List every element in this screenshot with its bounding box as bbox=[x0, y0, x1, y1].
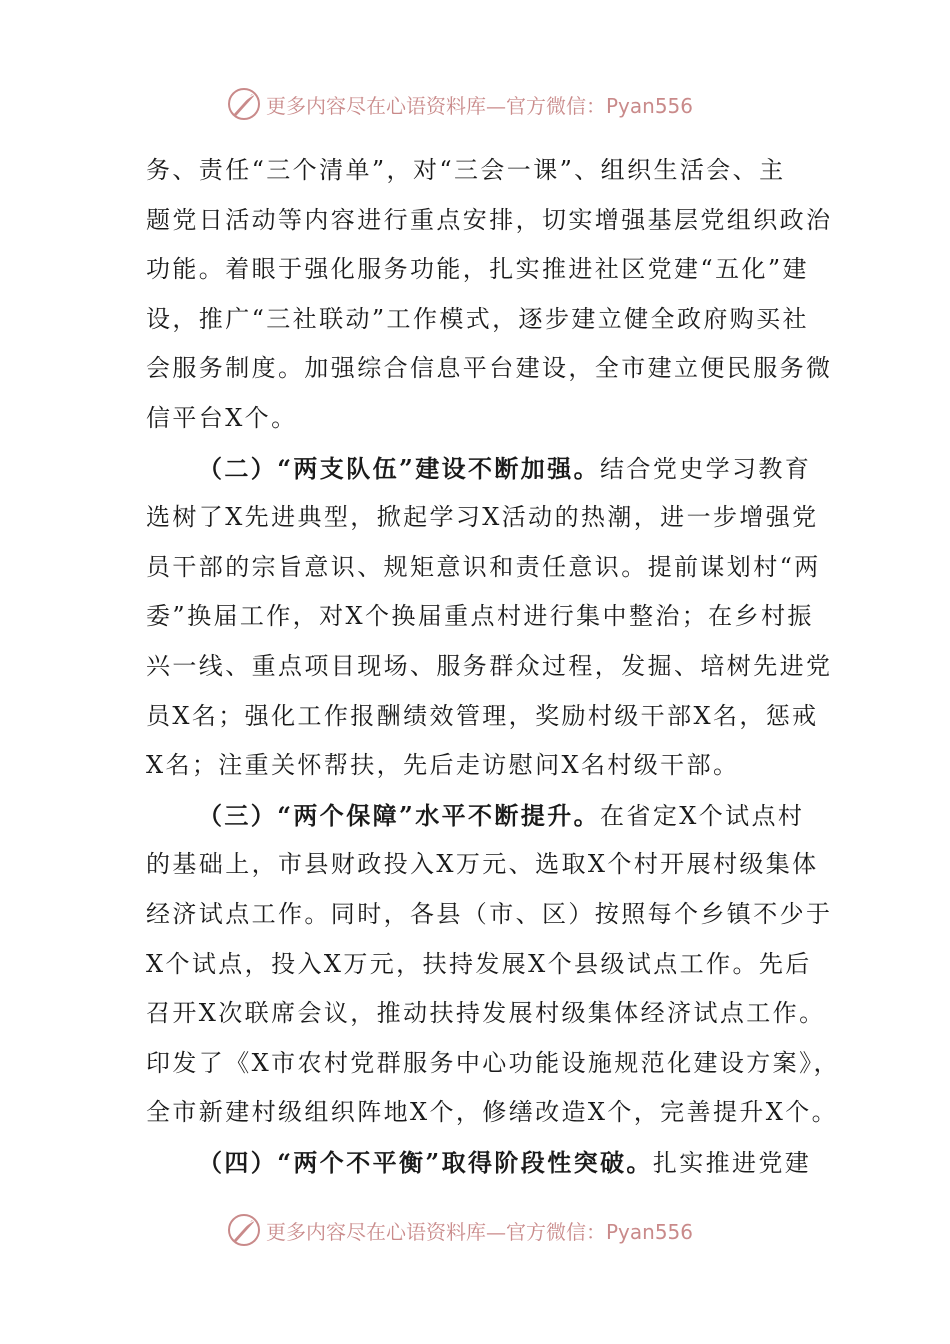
paragraph-line: 务、责任“三个清单”，对“三会一课”、组织生活会、主 bbox=[146, 156, 786, 184]
paragraph-line: 员干部的宗旨意识、规矩意识和责任意识。提前谋划村“两 bbox=[146, 552, 821, 581]
paragraph-line: 选树了X先进典型，掀起学习X活动的热潮，进一步增强党 bbox=[146, 503, 819, 532]
document-body bbox=[146, 146, 840, 1187]
watermark-text: 更多内容尽在心语资料库—官方微信：Pyan556 bbox=[266, 93, 694, 118]
quill-logo-icon bbox=[226, 86, 262, 122]
paragraph-line: 经济试点工作。同时，各县（市、区）按照每个乡镇不少于 bbox=[146, 899, 833, 928]
section-three-heading: （三）“两个保障”水平不断提升。 bbox=[198, 800, 601, 830]
section-four-first-line: （四）“两个不平衡”取得阶段性突破。扎实推进党建 bbox=[198, 1147, 812, 1177]
section-three-first-line: （三）“两个保障”水平不断提升。在省定X个试点村 bbox=[198, 800, 805, 830]
watermark-text: 更多内容尽在心语资料库—官方微信：Pyan556 bbox=[266, 1219, 694, 1244]
section-two-first-line: （二）“两支队伍”建设不断加强。结合党史学习教育 bbox=[198, 453, 812, 483]
header-watermark bbox=[226, 84, 746, 124]
paragraph-line: 兴一线、重点项目现场、服务群众过程，发掘、培树先进党 bbox=[146, 651, 833, 680]
paragraph-line: 会服务制度。加强综合信息平台建设，全市建立便民服务微 bbox=[146, 354, 833, 383]
footer-watermark bbox=[226, 1210, 746, 1250]
paragraph-line: 委”换届工作，对X个换届重点村进行集中整治；在乡村振 bbox=[146, 602, 814, 631]
paragraph-line: 印发了《X市农村党群服务中心功能设施规范化建设方案》， bbox=[146, 1048, 840, 1077]
quill-logo-icon bbox=[226, 1212, 262, 1248]
paragraph-line: 员X名；强化工作报酬绩效管理，奖励村级干部X名，惩戒 bbox=[146, 701, 819, 730]
paragraph-line: 题党日活动等内容进行重点安排，切实增强基层党组织政治 bbox=[146, 205, 833, 234]
paragraph-line: 全市新建村级组织阵地X个，修缮改造X个，完善提升X个。 bbox=[146, 1098, 839, 1127]
section-four-heading: （四）“两个不平衡”取得阶段性突破。 bbox=[198, 1147, 653, 1177]
paragraph-line: 功能。着眼于强化服务功能，扎实推进社区党建“五化”建 bbox=[146, 255, 809, 284]
paragraph-line: 信平台X个。 bbox=[146, 403, 298, 432]
paragraph-line: 的基础上，市县财政投入X万元、选取X个村开展村级集体 bbox=[146, 850, 819, 879]
paragraph-line: 设，推广“三社联动”工作模式，逐步建立健全政府购买社 bbox=[146, 304, 809, 333]
paragraph-line: 召开X次联席会议，推动扶持发展村级集体经济试点工作。 bbox=[146, 999, 826, 1028]
paragraph-line: X名；注重关怀帮扶，先后走访慰问X名村级干部。 bbox=[146, 751, 740, 780]
section-two-heading: （二）“两支队伍”建设不断加强。 bbox=[198, 453, 601, 483]
paragraph-line: X个试点，投入X万元，扶持发展X个县级试点工作。先后 bbox=[146, 949, 812, 978]
